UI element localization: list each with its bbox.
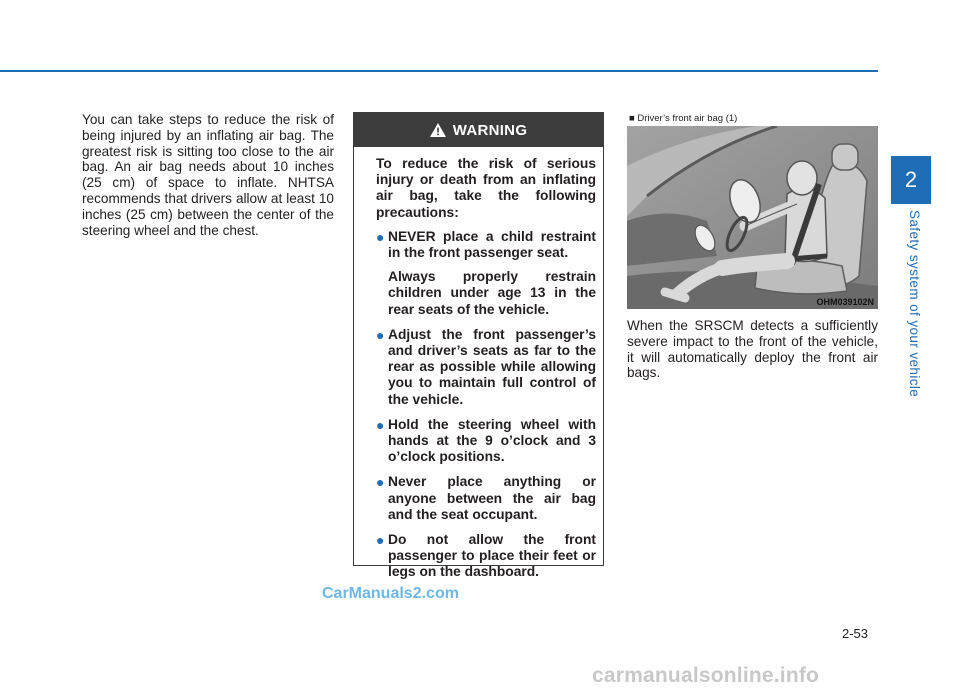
driver-airbag-illustration [627, 126, 878, 309]
warning-item-text: Adjust the front passenger’s and driver’s seats as far to the rear as possible while allowing you to maintain full control of the vehicle. [388, 326, 596, 407]
intro-column [82, 112, 334, 238]
header-rule [0, 70, 878, 72]
bullet-icon: ● [376, 474, 385, 491]
warning-item [376, 327, 596, 408]
watermark-link-bottom[interactable]: carmanualsonline.info [592, 664, 820, 687]
intro-paragraph: You can take steps to reduce the risk of being injured by an inflating air bag. The greatest risk is sitting too close to the air bag. An air bag needs about 10 inches (25 cm) of space to inflate. NHTSA recommends that drivers allow at least 10 inches (25 cm) between the center of the steering wheel and the chest. [82, 112, 334, 238]
warning-item [376, 417, 596, 466]
figure-code: OHM039102N [816, 297, 874, 307]
warning-item-text: Hold the steering wheel with hands at the 9 o’clock and 3 o’clock positions. [388, 416, 596, 465]
watermark-link-top[interactable]: CarManuals2.com [322, 585, 459, 602]
warning-title: WARNING [452, 121, 528, 139]
figure-caption: ■ Driver’s front air bag (1) [629, 113, 738, 124]
warning-item-text: Never place anything or anyone between the air bag and the seat occupant. [388, 474, 596, 522]
chapter-number-tab: 2 [891, 156, 931, 204]
warning-item-text: NEVER place a child restraint in the front passenger seat. [388, 228, 596, 261]
warning-item [376, 229, 596, 318]
bullet-icon: ● [376, 532, 385, 549]
warning-triangle-icon [430, 123, 446, 137]
chapter-title: Safety system of your vehicle [907, 210, 922, 398]
warning-list [376, 229, 596, 581]
warning-item [376, 532, 596, 581]
right-paragraph: When the SRSCM detects a sufficiently severe impact to the front of the vehicle, it will automatically deploy the front air bags. [627, 318, 878, 381]
bullet-icon: ● [376, 326, 385, 343]
warning-item-subtext: Always properly restrain children under age 13 in the rear seats of the vehicle. [388, 269, 596, 317]
page-number: 2-53 [842, 626, 869, 641]
warning-item-text: Do not allow the front passenger to place their feet or legs on the dashboard. [388, 532, 596, 580]
bullet-icon: ● [376, 228, 385, 245]
warning-lead: To reduce the risk of serious injury or death from an inflating air bag, take the following precautions: [376, 156, 596, 220]
bullet-icon: ● [376, 416, 385, 433]
warning-body [354, 147, 603, 581]
airbag-illustration [627, 126, 878, 309]
warning-box [353, 112, 604, 580]
warning-header [354, 113, 603, 147]
right-column [627, 318, 878, 381]
warning-item [376, 474, 596, 523]
